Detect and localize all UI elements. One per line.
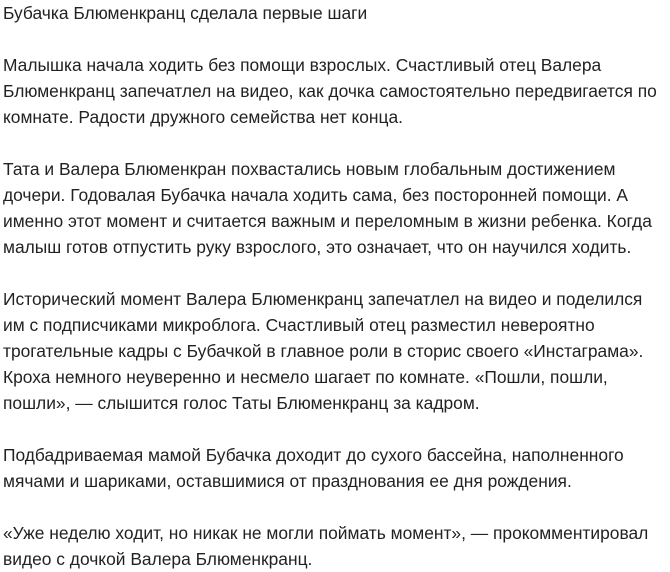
article-paragraph-1: Малышка начала ходить без помощи взрослых. Счастливый отец Валера Блюменкранц запечатлел на видео, как дочка самостоятельно передвигается по комнате. Радости дружного семейства нет конца. bbox=[3, 55, 657, 127]
article-paragraph-5: «Уже неделю ходит, но никак не могли поймать момент», — прокомментировал видео с дочкой Валера Блюменкранц. bbox=[3, 523, 649, 569]
article-paragraph-3: Исторический момент Валера Блюменкранц запечатлел на видео и поделился им с подписчиками микроблога. Счастливый отец разместил невероятно трогательные кадры с Бубачкой в главное роли в сторис своего «Инстаграма». Кроха немного неуверенно и несмело шагает по комнате. «Пошли, пошли, пошли», — слышится голос Таты Блюменкранц за кадром. bbox=[3, 289, 644, 413]
article-paragraph-2: Тата и Валера Блюменкран похвастались новым глобальным достижением дочери. Годовалая Бубачка начала ходить сама, без посторонней помощи. А именно этот момент и считается важным и переломным в жизни ребенка. Когда малыш готов отпустить руку взрослого, это означает, что он научился ходить. bbox=[3, 159, 652, 257]
article bbox=[3, 0, 667, 572]
article-title: Бубачка Блюменкранц сделала первые шаги bbox=[3, 3, 368, 23]
article-paragraph-4: Подбадриваемая мамой Бубачка доходит до сухого бассейна, наполненного мячами и шариками, оставшимися от празднования ее дня рождения. bbox=[3, 445, 624, 491]
